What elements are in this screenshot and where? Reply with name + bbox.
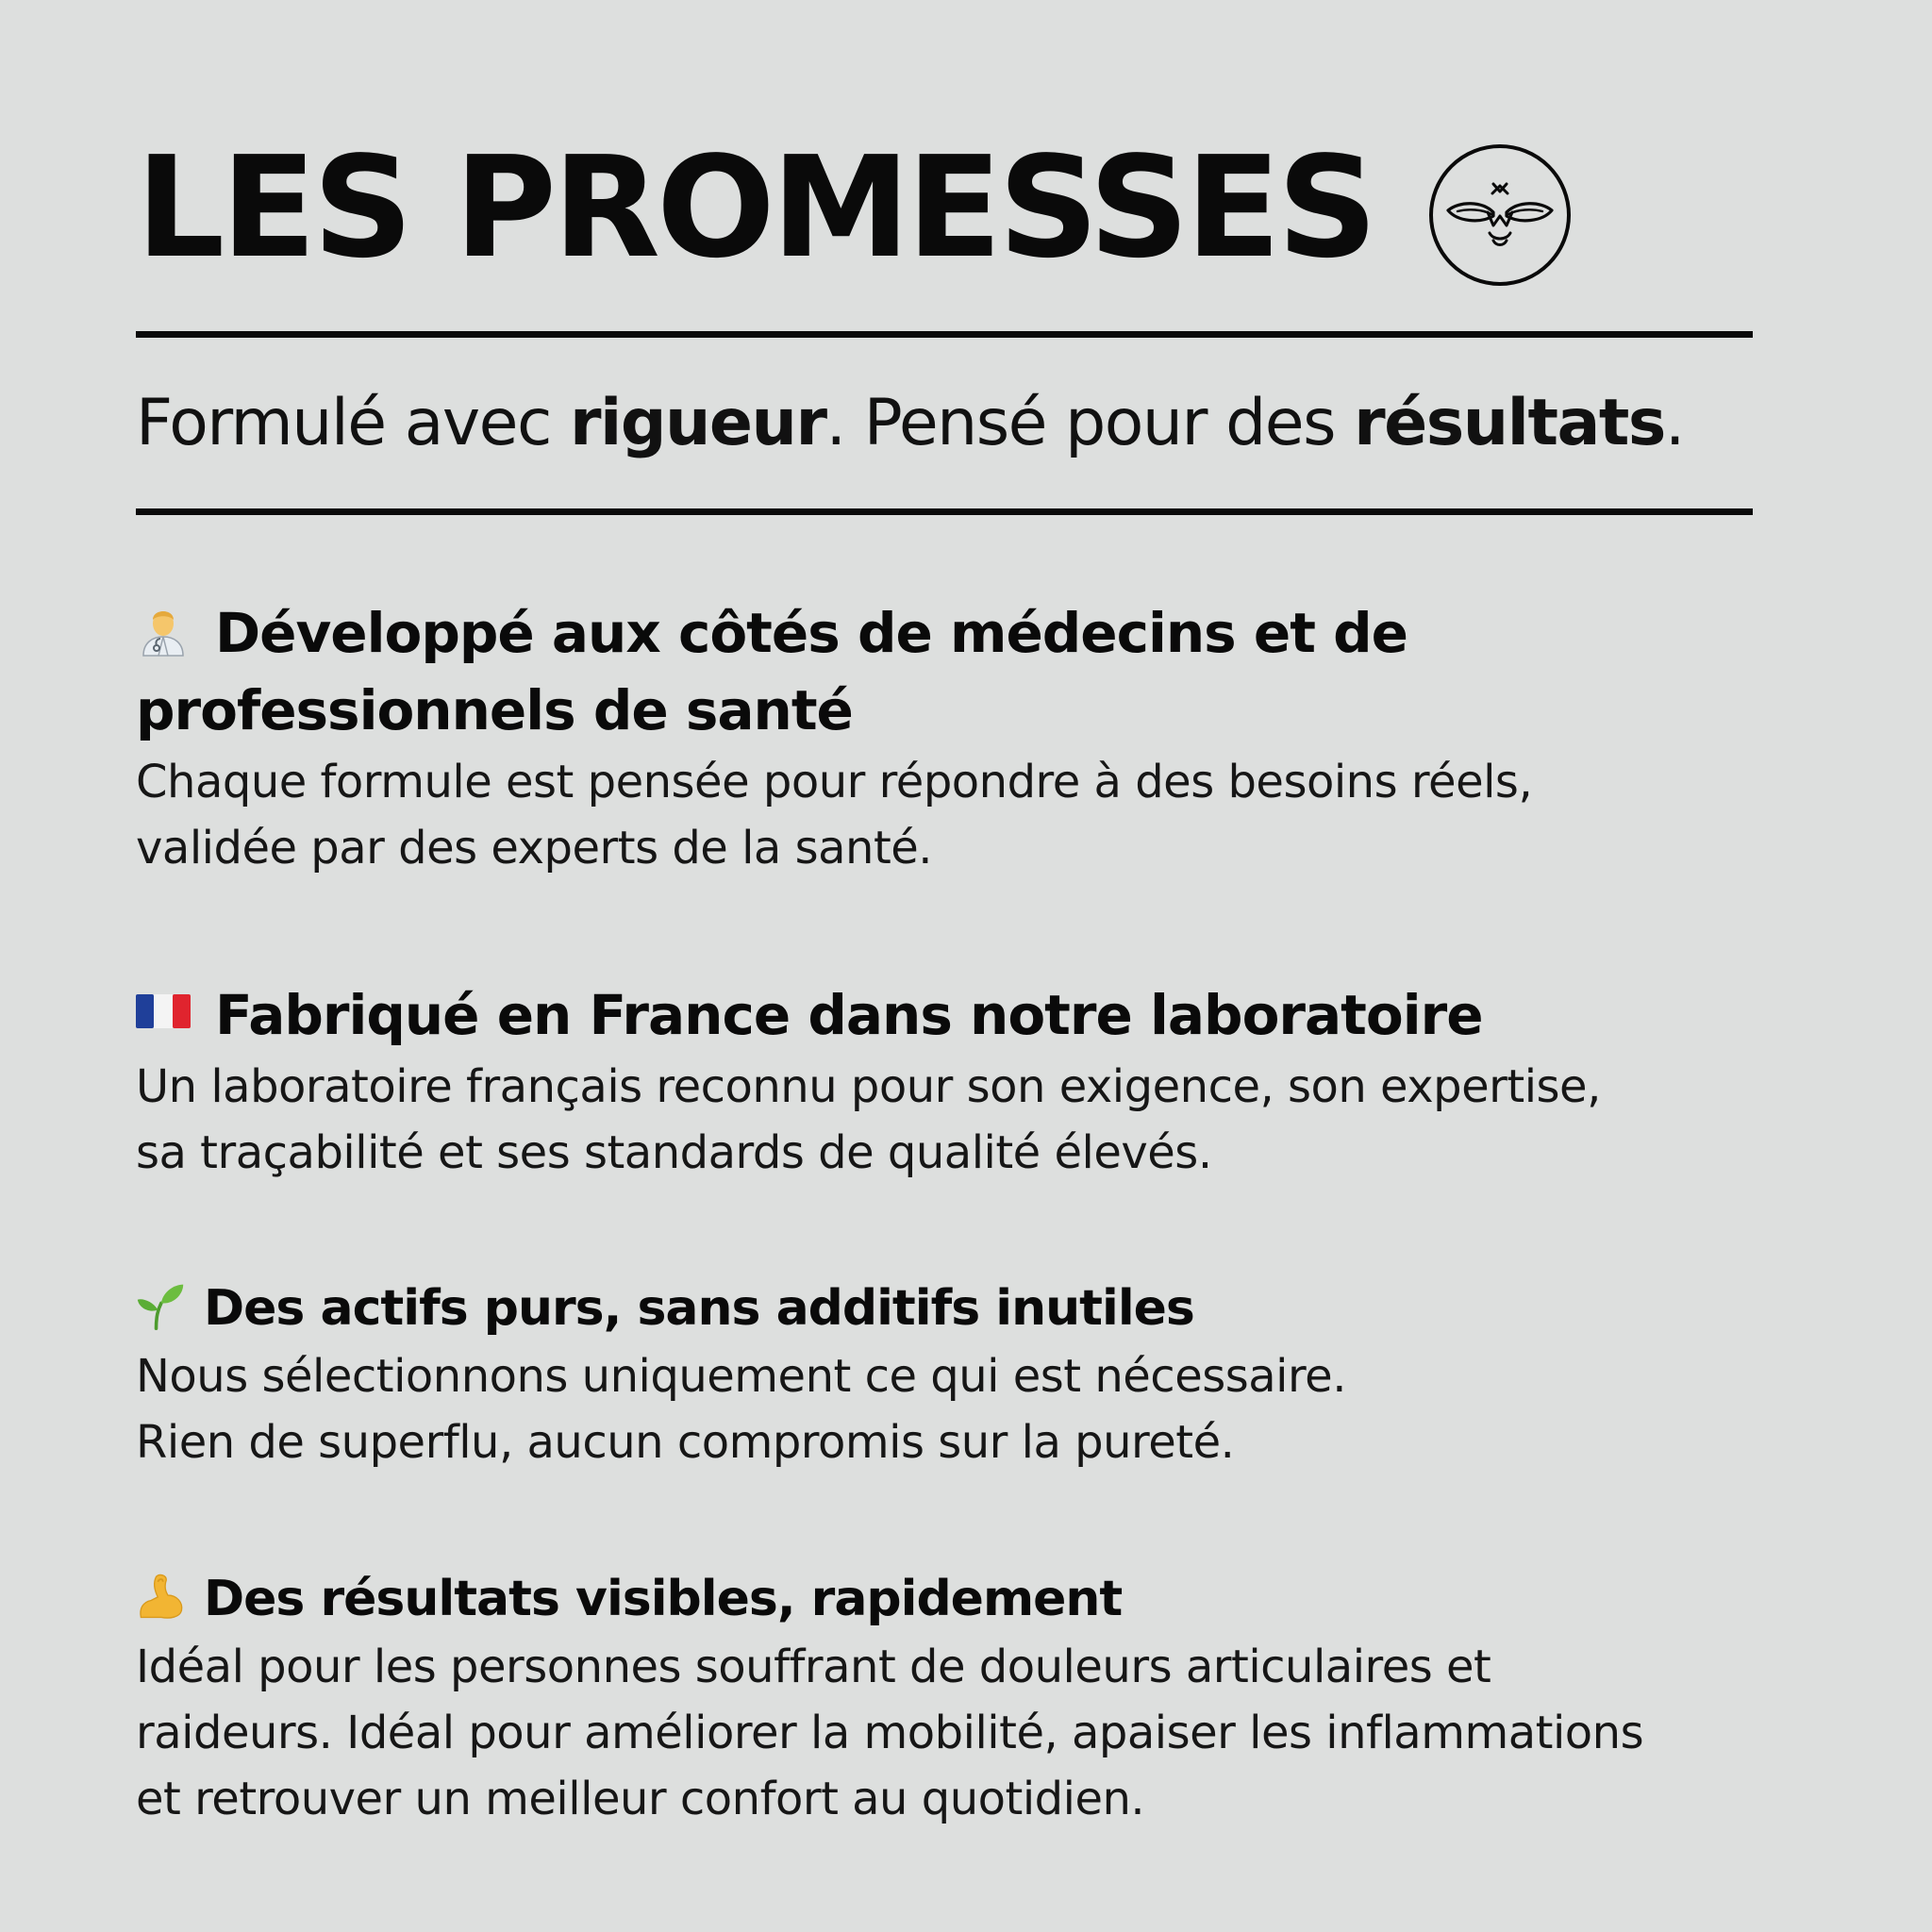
tagline-bold-resultats: résultats	[1354, 386, 1665, 460]
promise-description	[136, 1634, 1753, 1832]
promise-item	[136, 1274, 1753, 1475]
promise-description	[136, 749, 1753, 881]
promise-title-line: Des actifs purs, sans additifs inutiles	[204, 1280, 1194, 1337]
promise-description-line: Idéal pour les personnes souffrant de douleurs articulaires et	[136, 1641, 1491, 1693]
promise-item	[136, 976, 1753, 1186]
promise-title	[136, 1274, 1753, 1343]
promise-title-line: Fabriqué en France dans notre laboratoire	[215, 983, 1483, 1047]
health-worker-emoji-icon	[136, 603, 191, 658]
bee-circle-logo-icon	[1427, 142, 1573, 288]
flexed-biceps-emoji-icon	[136, 1572, 185, 1621]
header	[136, 123, 1753, 292]
divider-top	[136, 331, 1753, 338]
promise-description-line: validée par des experts de la santé.	[136, 822, 933, 874]
promise-item	[136, 1564, 1753, 1832]
tagline-bold-rigueur: rigueur	[570, 386, 826, 460]
tagline	[136, 381, 1684, 466]
page-title: LES PROMESSES	[136, 126, 1374, 289]
promise-description-line: Rien de superflu, aucun compromis sur la pureté.	[136, 1416, 1235, 1469]
promises-page	[136, 0, 1753, 1932]
promise-description	[136, 1054, 1753, 1186]
promise-description-line: sa traçabilité et ses standards de qualité élevés.	[136, 1126, 1212, 1179]
promise-description-line: Un laboratoire français reconnu pour son exigence, son expertise,	[136, 1060, 1601, 1113]
tagline-text: . Pensé pour des	[825, 386, 1355, 460]
french-flag-emoji-icon	[136, 985, 191, 1040]
promise-description-line: raideurs. Idéal pour améliorer la mobilité, apaiser les inflammations	[136, 1707, 1644, 1759]
tagline-text: Formulé avec	[136, 386, 570, 460]
promise-description-line: Nous sélectionnons uniquement ce qui est nécessaire.	[136, 1350, 1346, 1403]
promise-title-line: professionnels de santé	[136, 678, 853, 742]
promise-description-line: et retrouver un meilleur confort au quotidien.	[136, 1773, 1145, 1825]
promise-title	[136, 976, 1753, 1054]
tagline-text: .	[1664, 386, 1684, 460]
seedling-emoji-icon	[136, 1281, 185, 1330]
promise-title-line: Des résultats visibles, rapidement	[204, 1571, 1123, 1627]
promise-description	[136, 1343, 1753, 1475]
promise-item	[136, 594, 1753, 881]
promise-title-line: Développé aux côtés de médecins et de	[215, 601, 1408, 665]
promise-title	[136, 1564, 1753, 1634]
promise-title	[136, 594, 1753, 749]
divider-bottom	[136, 508, 1753, 515]
promise-description-line: Chaque formule est pensée pour répondre à des besoins réels,	[136, 756, 1533, 808]
